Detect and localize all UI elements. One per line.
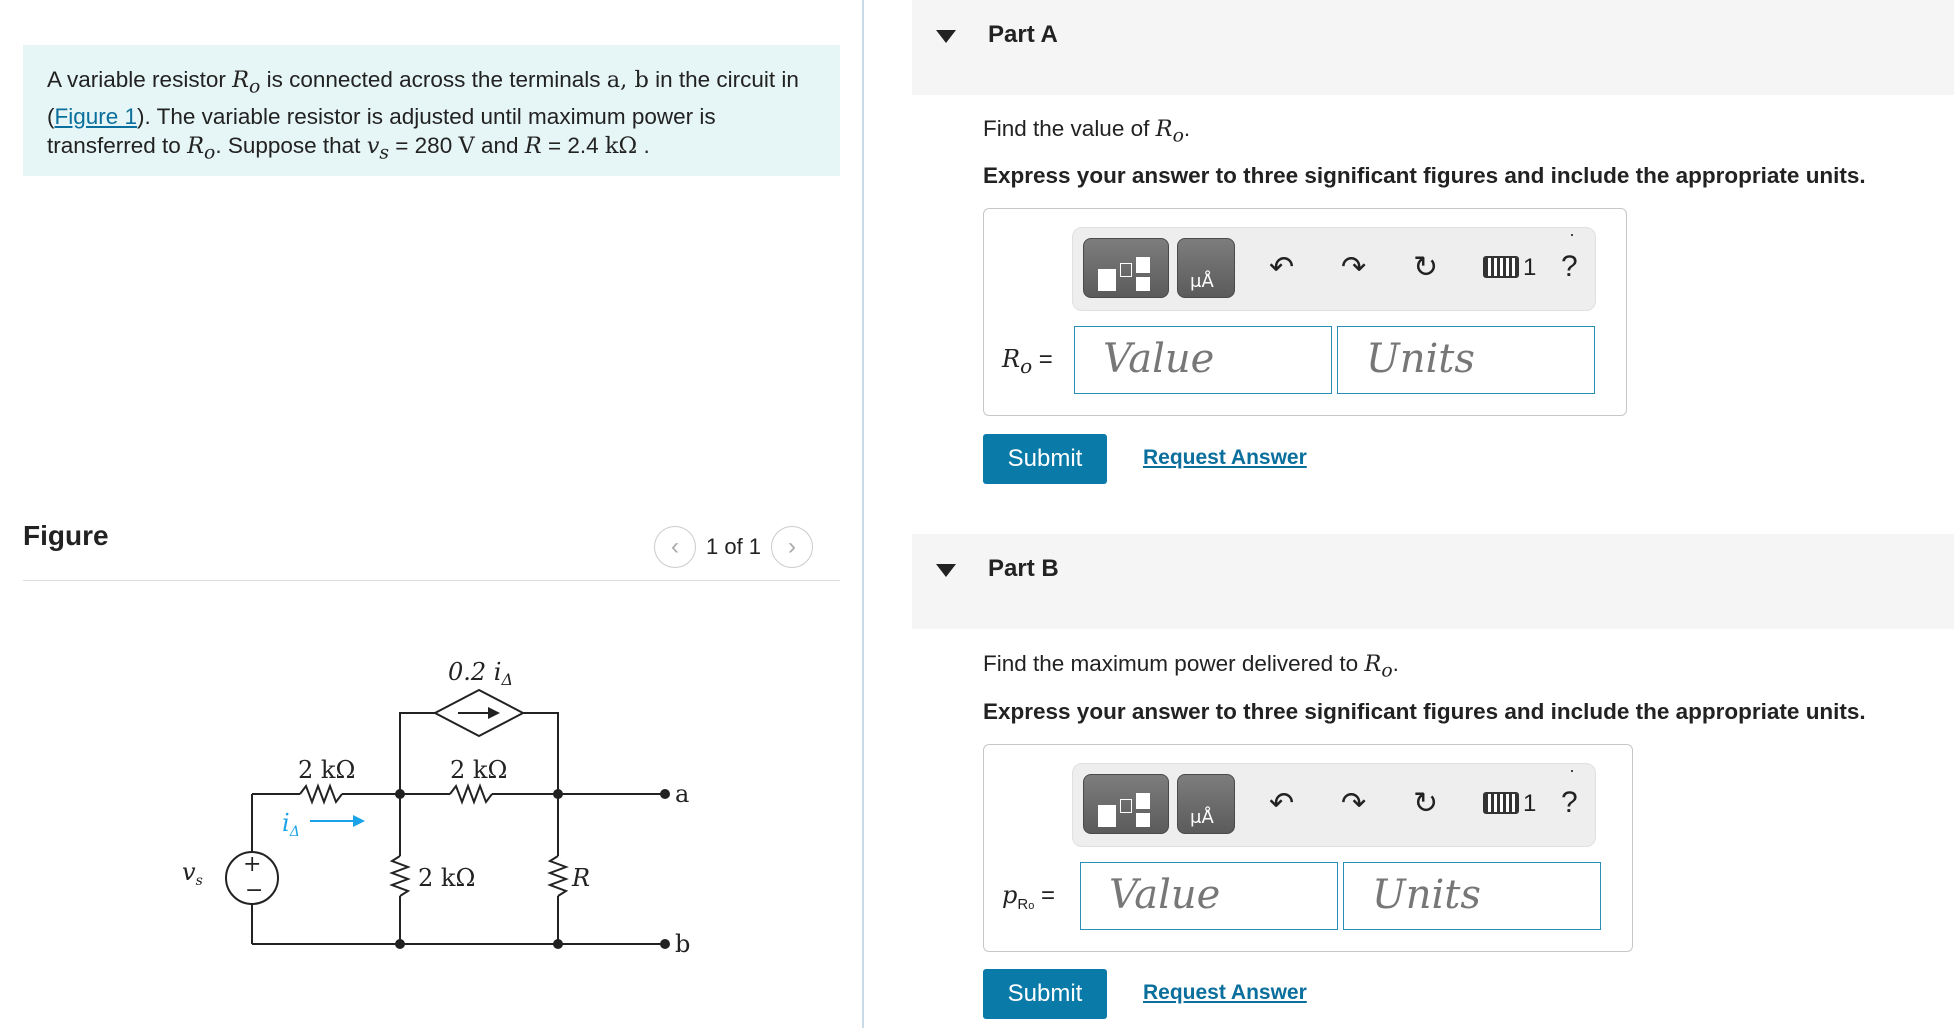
part-a-title: Part A bbox=[988, 21, 1058, 48]
keyboard-icon[interactable] bbox=[1483, 256, 1519, 278]
dep-source-label: 0.2 $i_\Delta$ bbox=[448, 658, 514, 689]
terminal-a-label: a bbox=[675, 780, 690, 808]
circuit-diagram bbox=[160, 640, 720, 970]
chevron-left-icon[interactable]: ‹ bbox=[654, 526, 696, 568]
units-input[interactable]: Units bbox=[1337, 326, 1595, 394]
help-icon[interactable]: ? bbox=[1561, 786, 1578, 819]
collapse-triangle-icon[interactable] bbox=[936, 564, 956, 577]
math-toolbar bbox=[1072, 227, 1596, 311]
r-load-label: R bbox=[572, 864, 591, 892]
terminal-b-label: b bbox=[675, 930, 691, 958]
r-left-label: 2 kΩ bbox=[298, 756, 356, 784]
chevron-right-icon[interactable]: › bbox=[771, 526, 813, 568]
request-answer-link[interactable]: Request Answer bbox=[1143, 981, 1307, 1004]
keyboard-suffix: 1 bbox=[1523, 790, 1537, 817]
pane-divider[interactable] bbox=[862, 0, 864, 1028]
node bbox=[395, 789, 405, 799]
plus-sign: + bbox=[243, 852, 262, 877]
figure-pager bbox=[654, 526, 813, 568]
submit-button[interactable]: Submit bbox=[983, 434, 1107, 484]
figure-title: Figure bbox=[23, 520, 109, 551]
node bbox=[395, 939, 405, 949]
node bbox=[553, 939, 563, 949]
current-label: $i_\Delta$ bbox=[282, 809, 300, 840]
part-a-header[interactable] bbox=[912, 0, 1954, 95]
collapse-triangle-icon[interactable] bbox=[936, 30, 956, 43]
units-symbols-icon[interactable]: μÅ bbox=[1177, 774, 1235, 834]
figure-divider bbox=[23, 580, 840, 581]
undo-icon[interactable]: ↶ bbox=[1269, 251, 1295, 284]
math-toolbar bbox=[1072, 763, 1596, 847]
redo-icon[interactable]: ↷ bbox=[1341, 787, 1367, 820]
terminal-b-node bbox=[660, 939, 670, 949]
undo-icon[interactable]: ↶ bbox=[1269, 787, 1295, 820]
source-label: $v_s$ bbox=[182, 858, 203, 889]
page-indicator: 1 of 1 bbox=[706, 534, 762, 559]
reset-icon[interactable]: ↻ bbox=[1413, 787, 1439, 820]
units-symbols-icon[interactable]: μÅ bbox=[1177, 238, 1235, 298]
node bbox=[553, 789, 563, 799]
request-answer-link[interactable]: Request Answer bbox=[1143, 446, 1307, 469]
r-mid-label: 2 kΩ bbox=[450, 756, 508, 784]
keyboard-icon[interactable] bbox=[1483, 792, 1519, 814]
part-b-answer-box bbox=[983, 744, 1633, 952]
answer-label: $p_{Ro}$ = bbox=[1002, 881, 1056, 913]
part-b-title: Part B bbox=[988, 555, 1059, 582]
value-input[interactable]: Value bbox=[1074, 326, 1332, 394]
templates-icon[interactable] bbox=[1083, 238, 1169, 298]
part-b-question: Find the maximum power delivered to $R_o$. bbox=[983, 651, 1399, 682]
part-a-answer-box bbox=[983, 208, 1627, 416]
part-a-question: Find the value of $R_o$. bbox=[983, 116, 1191, 147]
help-icon[interactable]: ? bbox=[1561, 250, 1578, 283]
r-shunt-label: 2 kΩ bbox=[418, 864, 476, 892]
submit-button[interactable]: Submit bbox=[983, 969, 1107, 1019]
value-input[interactable]: Value bbox=[1080, 862, 1338, 930]
redo-icon[interactable]: ↷ bbox=[1341, 251, 1367, 284]
part-b-header[interactable] bbox=[912, 534, 1954, 629]
reset-icon[interactable]: ↻ bbox=[1413, 251, 1439, 284]
templates-icon[interactable] bbox=[1083, 774, 1169, 834]
keyboard-suffix: 1 bbox=[1523, 254, 1537, 281]
figure-link[interactable]: Figure 1 bbox=[54, 103, 138, 129]
part-b-instruction: Express your answer to three significant figures and include the appropriate units. bbox=[983, 699, 1866, 724]
part-a-instruction: Express your answer to three significant figures and include the appropriate units. bbox=[983, 163, 1866, 188]
minus-sign: − bbox=[245, 878, 264, 903]
problem-statement: A variable resistor $R_o$ is connected across the terminals a, b in the circuit in (Figure 1). The variable resistor is adjusted until maximum power is transferred to $R_o$. Suppose that $v_s = 280$ V and R = 2.4 kΩ . bbox=[23, 45, 840, 176]
terminal-a-node bbox=[660, 789, 670, 799]
answer-label: $R_o$ = bbox=[1002, 345, 1053, 378]
units-input[interactable]: Units bbox=[1343, 862, 1601, 930]
